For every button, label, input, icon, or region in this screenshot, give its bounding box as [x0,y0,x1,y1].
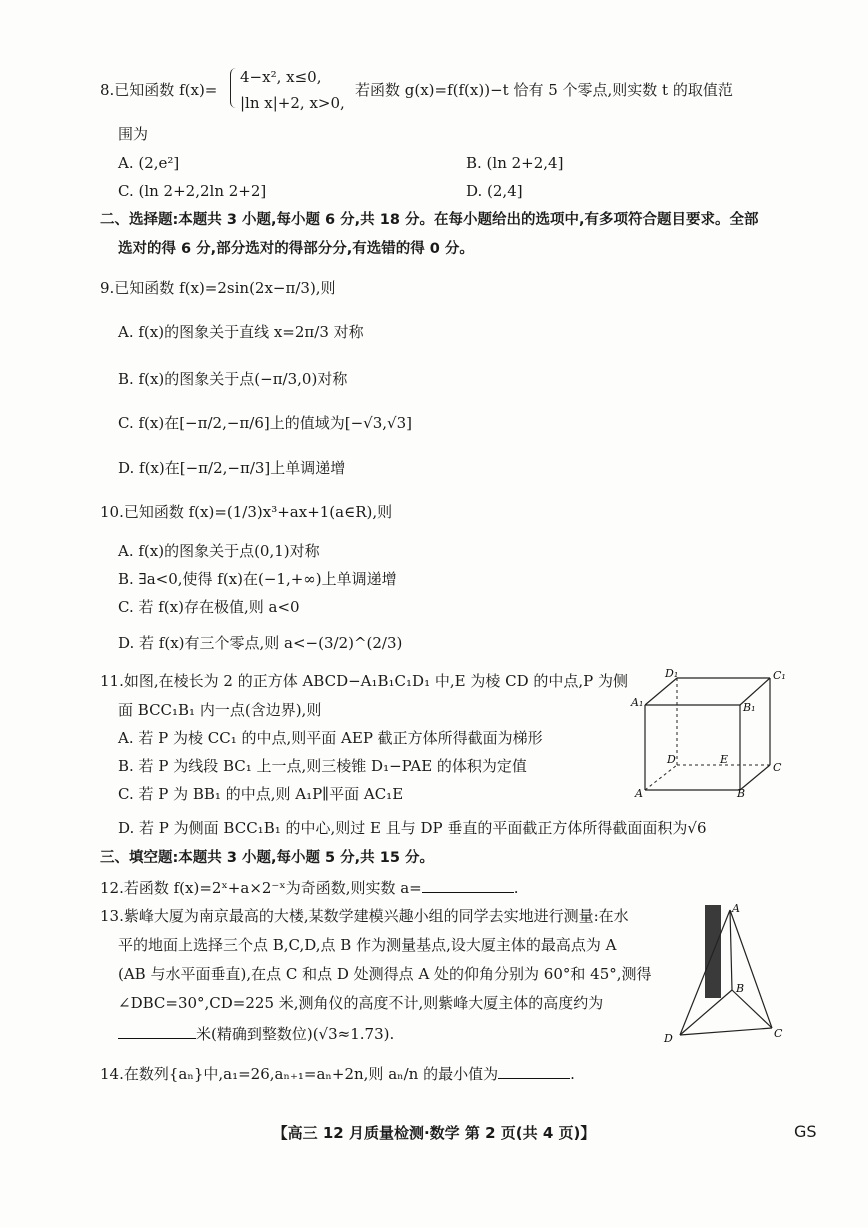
q11-stem2: 面 BCC₁B₁ 内一点(含边界),则 [118,701,322,719]
q9-option-d: D. f(x)在[−π/2,−π/3]上单调递增 [118,459,346,477]
cube-figure [625,665,795,805]
page-footer: 【高三 12 月质量检测·数学 第 2 页(共 4 页)】 [272,1124,596,1142]
cube-label-c1: C₁ [773,669,786,682]
q13-line1: 13.紫峰大厦为南京最高的大楼,某数学建模兴趣小组的同学去实地进行测量:在水 [100,907,629,925]
q8-option-b: B. (ln 2+2,4] [466,154,564,172]
q8-after: 若函数 g(x)=f(f(x))−t 恰有 5 个零点,则实数 t 的取值范 [355,81,733,99]
q8-option-d: D. (2,4] [466,182,523,200]
section2-line2: 选对的得 6 分,部分选对的得部分分,有选错的得 0 分。 [118,241,474,257]
q14-answer-blank[interactable] [498,1062,570,1079]
q13-line2: 平的地面上选择三个点 B,C,D,点 B 作为测量基点,设大厦主体的最高点为 A [118,936,617,954]
q10-option-a: A. f(x)的图象关于点(0,1)对称 [118,542,320,560]
cube-label-b: B [737,787,746,800]
cube-label-d1: D₁ [665,667,679,680]
q9-option-a: A. f(x)的图象关于直线 x=2π/3 对称 [118,323,364,341]
tower-label-c: C [774,1027,783,1040]
q13-line3: (AB 与水平面垂直),在点 C 和点 D 处测得点 A 处的仰角分别为 60°和 45°,测得 [118,965,652,983]
q11-option-c: C. 若 P 为 BB₁ 的中点,则 A₁P∥平面 AC₁E [118,785,404,803]
q8-piece1: 4−x², x≤0, [240,68,322,86]
q11-option-b: B. 若 P 为线段 BC₁ 上一点,则三棱锥 D₁−PAE 的体积为定值 [118,757,527,775]
q13-answer-blank[interactable] [118,1022,196,1039]
q10-option-c: C. 若 f(x)存在极值,则 a<0 [118,598,300,616]
cube-label-a: A [635,787,643,800]
q8-cont: 围为 [118,125,149,143]
q10-option-b: B. ∃a<0,使得 f(x)在(−1,+∞)上单调递增 [118,570,397,588]
q14-line [100,1062,798,1085]
cube-label-b1: B₁ [743,701,756,714]
tower-figure [660,900,785,1045]
cube-label-a1: A₁ [631,696,644,709]
q11-stem1: 11.如图,在棱长为 2 的正方体 ABCD−A₁B₁C₁D₁ 中,E 为棱 CD 的中点,P 为侧 [100,672,629,690]
tower-label-b: B [736,982,745,995]
q9-stem: 9.已知函数 f(x)=2sin(2x−π/3),则 [100,279,336,297]
q12-end: . [513,879,519,897]
q9-option-c: C. f(x)在[−π/2,−π/6]上的值域为[−√3,√3] [118,414,412,432]
q14-end: . [570,1065,575,1083]
footer-code: GS [794,1122,817,1141]
q13-line4: ∠DBC=30°,CD=225 米,测角仪的高度不计,则紫峰大厦主体的高度约为 [118,994,604,1012]
q10-stem: 10.已知函数 f(x)=(1/3)x³+ax+1(a∈R),则 [100,503,393,521]
section3-line1: 三、填空题:本题共 3 小题,每小题 5 分,共 15 分。 [100,850,434,866]
cube-label-e: E [720,753,729,766]
q10-option-d: D. 若 f(x)有三个零点,则 a<−(3/2)^(2/3) [118,634,403,652]
q11-option-a: A. 若 P 为棱 CC₁ 的中点,则平面 AEP 截正方体所得截面为梯形 [118,729,543,747]
q13-line5: 米(精确到整数位)(√3≈1.73). [196,1025,395,1043]
q8-option-a: A. (2,e²] [118,154,180,172]
q12-answer-blank[interactable] [422,876,514,893]
cube-label-d: D [667,753,676,766]
tower-label-a: A [732,902,740,915]
cube-label-c: C [773,761,782,774]
q9-option-b: B. f(x)的图象关于点(−π/3,0)对称 [118,370,348,388]
section2-line1: 二、选择题:本题共 3 小题,每小题 6 分,共 18 分。在每小题给出的选项中,有多项符合题目要求。全部 [100,212,759,228]
tower-label-d: D [664,1032,673,1045]
q12-stem: 12.若函数 f(x)=2ˣ+a×2⁻ˣ为奇函数,则实数 a= [100,879,422,897]
q12-line [100,876,798,899]
q8-stem: 8.已知函数 f(x)= [100,81,218,99]
q11-option-d: D. 若 P 为侧面 BCC₁B₁ 的中心,则过 E 且与 DP 垂直的平面截正方体所得截面面积为√6 [118,819,707,837]
q8-option-c: C. (ln 2+2,2ln 2+2] [118,182,267,200]
q8-piece2: |ln x|+2, x>0, [240,94,345,112]
q14-stem: 14.在数列{aₙ}中,a₁=26,aₙ₊₁=aₙ+2n,则 aₙ/n 的最小值为 [100,1065,499,1083]
